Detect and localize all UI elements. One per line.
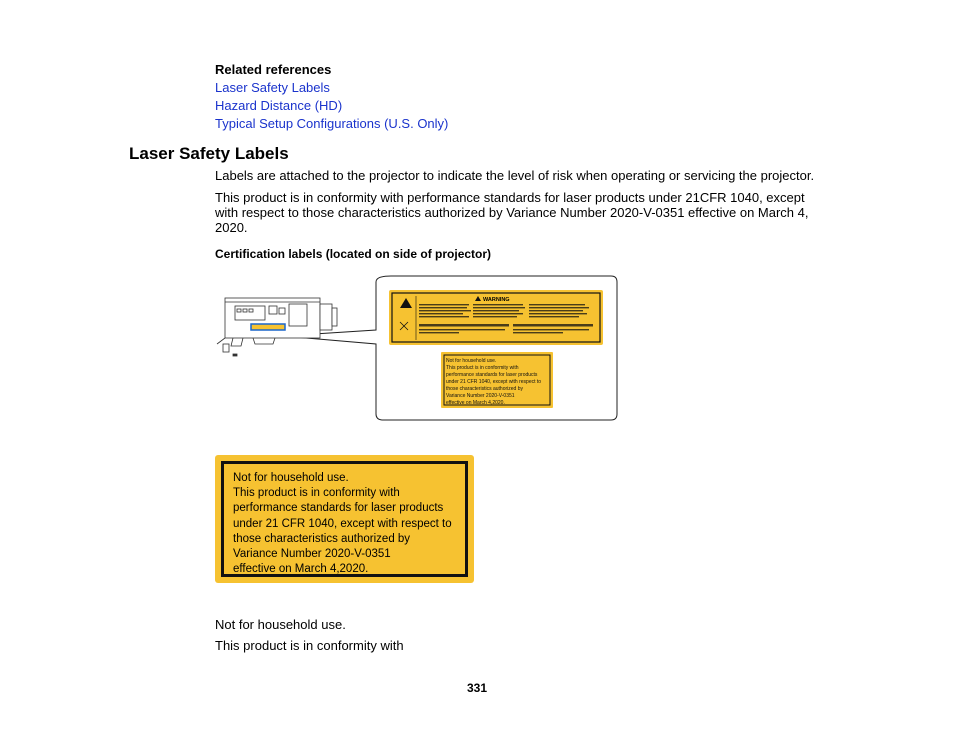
projector-label-figure — [213, 274, 623, 424]
label-line: Not for household use. — [233, 472, 349, 484]
link-typical-setup-configurations[interactable]: Typical Setup Configurations (U.S. Only) — [215, 116, 449, 131]
small-label-line: This product is in conformity with — [446, 365, 519, 371]
warning-label — [389, 290, 603, 345]
small-label-line: under 21 CFR 1040, except with respect to — [446, 379, 542, 385]
section-intro-paragraph: Labels are attached to the projector to indicate the level of risk when operating or servicing the projector. — [215, 168, 815, 183]
small-label-line: those characteristics authorized by — [446, 386, 523, 392]
link-hazard-distance[interactable]: Hazard Distance (HD) — [215, 98, 343, 113]
small-certification-label — [441, 352, 553, 408]
certification-labels-heading: Certification labels (located on side of projector) — [215, 247, 492, 261]
label-line: those characteristics authorized by — [233, 532, 411, 545]
label-line: effective on March 4,2020. — [233, 563, 369, 576]
label-line: performance standards for laser products — [233, 502, 444, 515]
conformity-paragraph — [215, 190, 825, 235]
label-text-line-1: Not for household use. — [215, 617, 346, 632]
label-line: Variance Number 2020-V-0351 — [233, 548, 391, 561]
certification-label-border — [221, 461, 468, 577]
related-references-heading: Related references — [215, 62, 332, 77]
page-number: 331 — [466, 681, 488, 695]
conformity-line: with respect to those characteristics authorized by Variance Number 2020-V-0351 effective on March 4, — [215, 205, 809, 220]
warning-label-title: WARNING — [483, 297, 510, 303]
certification-label-enlarged — [215, 455, 474, 583]
small-label-line: performance standards for laser products — [446, 372, 538, 378]
conformity-line: 2020. — [215, 220, 248, 235]
small-label-line: effective on March 4,2020. — [446, 400, 505, 406]
conformity-line: This product is in conformity with performance standards for laser products under 21CFR 1040, except — [215, 190, 805, 205]
small-label-line: Variance Number 2020-V-0351 — [446, 393, 515, 399]
label-text-line-2: This product is in conformity with — [215, 638, 404, 653]
section-title: Laser Safety Labels — [129, 144, 289, 163]
link-laser-safety-labels[interactable]: Laser Safety Labels — [215, 80, 330, 95]
small-label-line: Not for household use. — [446, 358, 497, 364]
label-line: This product is in conformity with — [233, 487, 400, 500]
label-line: under 21 CFR 1040, except with respect to — [233, 517, 452, 530]
